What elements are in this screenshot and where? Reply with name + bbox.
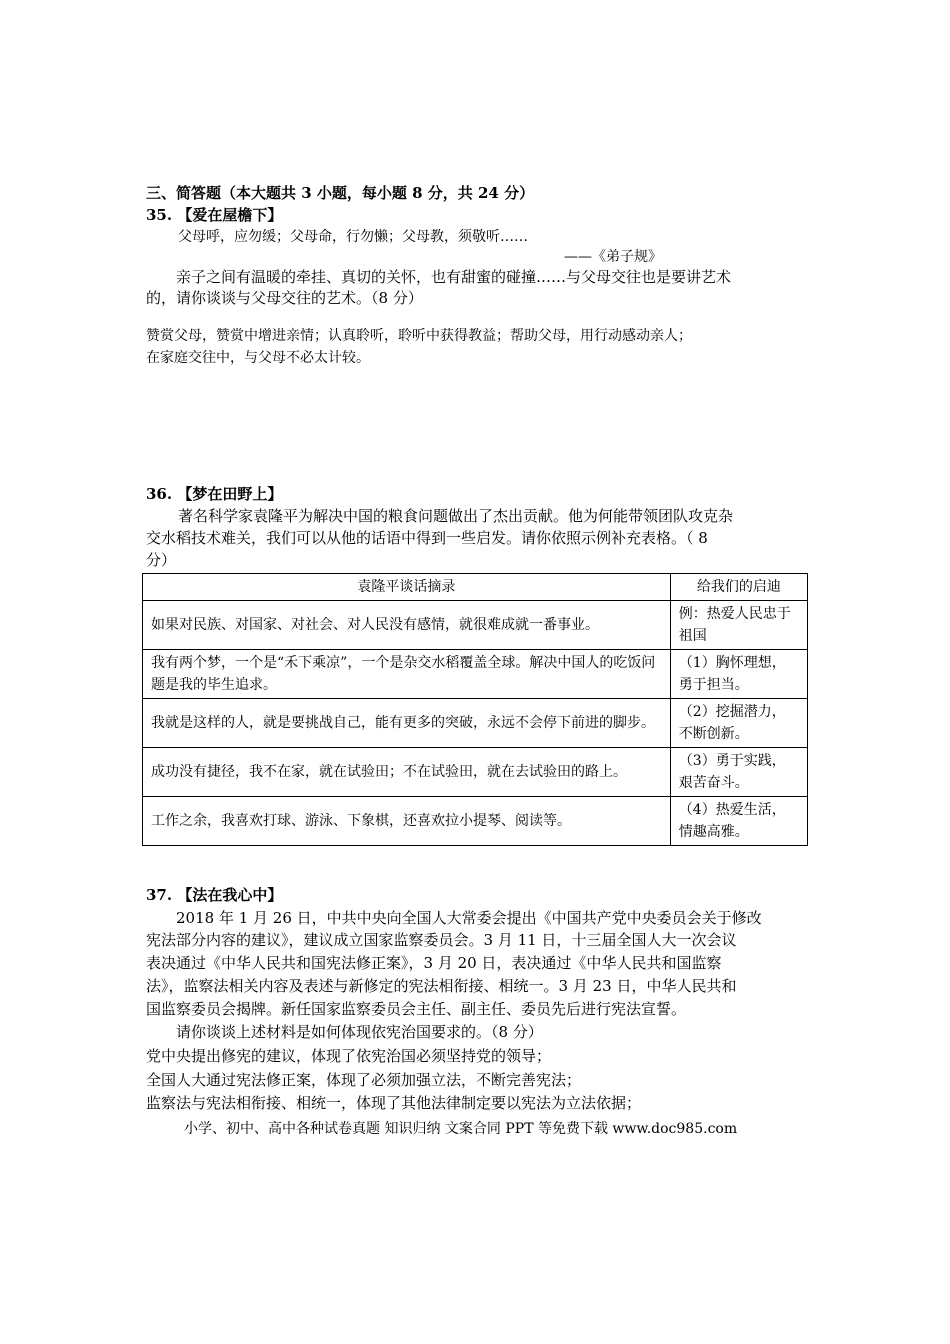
q36-prompt-line1: 著名科学家袁隆平为解决中国的粮食问题做出了杰出贡献。他为何能带领团队攻克杂: [178, 507, 734, 525]
q37-material-line2: 宪法部分内容的建议》，建议成立国家监察委员会。3 月 11 日，十三届全国人大一次会议: [146, 931, 737, 949]
q37-material-line3: 表决通过《中华人民共和国宪法修正案》，3 月 20 日，表决通过《中华人民共和国监察: [146, 954, 722, 972]
table-header-row: [143, 574, 808, 601]
table-cell-insight: （1）胸怀理想，勇于担当。: [670, 650, 807, 699]
q37-answer-line3: 监察法与宪法相衔接、相统一，体现了其他法律制定要以宪法为立法依据；: [146, 1094, 642, 1112]
section-heading: 三、简答题（本大题共 3 小题，每小题 8 分，共 24 分）: [146, 184, 535, 202]
q37-answer-line1: 党中央提出修宪的建议，体现了依宪治国必须坚持党的领导；: [146, 1047, 552, 1065]
q37-prompt: 请你谈谈上述材料是如何体现依宪治国要求的。（8 分）: [176, 1023, 543, 1041]
table-cell-quote: 我有两个梦，一个是“禾下乘凉”，一个是杂交水稻覆盖全球。解决中国人的吃饭问题是我的毕生追求。: [143, 650, 671, 699]
table-cell-quote: 我就是这样的人，就是要挑战自己，能有更多的突破，永远不会停下前进的脚步。: [143, 699, 671, 748]
table-header-quote: 袁隆平谈话摘录: [143, 574, 671, 601]
q36-prompt-line2: 交水稻技术难关，我们可以从他的话语中得到一些启发。请你依照示例补充表格。（ 8: [146, 529, 708, 547]
q36-prompt-line3: 分）: [146, 551, 177, 569]
table-row: [143, 601, 808, 650]
q37-answer-line2: 全国人大通过宪法修正案，体现了必须加强立法，不断完善宪法；: [146, 1071, 582, 1089]
table-cell-quote: 如果对民族、对国家、对社会、对人民没有感情，就很难成就一番事业。: [143, 601, 671, 650]
table-row: [143, 748, 808, 797]
q35-prompt-line1: 亲子之间有温暖的牵挂、真切的关怀，也有甜蜜的碰撞……与父母交往也是要讲艺术: [176, 268, 732, 286]
q35-source: ——《弟子规》: [564, 249, 662, 265]
table-row: [143, 650, 808, 699]
q35-prompt-line2: 的，请你谈谈与父母交往的艺术。（8 分）: [146, 289, 423, 307]
table-row: [143, 699, 808, 748]
table-cell-insight: 例：热爱人民忠于祖国: [670, 601, 807, 650]
table-cell-insight: （2）挖掘潜力，不断创新。: [670, 699, 807, 748]
q37-material-line1: 2018 年 1 月 26 日，中共中央向全国人大常委会提出《中国共产党中央委员会关于修改: [176, 909, 762, 927]
q35-quote: 父母呼，应勿缓；父母命，行勿懒；父母教，须敬听……: [178, 229, 528, 245]
table-row: [143, 797, 808, 846]
q37-material-line4: 法》，监察法相关内容及表述与新修定的宪法相衔接、相统一。3 月 23 日，中华人民共和: [146, 977, 737, 995]
table-cell-insight: （4）热爱生活，情趣高雅。: [670, 797, 807, 846]
q35-answer-line2: 在家庭交往中，与父母不必太计较。: [146, 350, 370, 366]
quotes-table: [142, 573, 808, 846]
q36-title: 36. 【梦在田野上】: [146, 485, 283, 503]
q37-title: 37. 【法在我心中】: [146, 886, 283, 904]
q37-material-line5: 国监察委员会揭牌。新任国家监察委员会主任、副主任、委员先后进行宪法宣誓。: [146, 1000, 687, 1018]
q35-title: 35. 【爱在屋檐下】: [146, 206, 283, 224]
table-cell-quote: 工作之余，我喜欢打球、游泳、下象棋，还喜欢拉小提琴、阅读等。: [143, 797, 671, 846]
table-cell-insight: （3）勇于实践，艰苦奋斗。: [670, 748, 807, 797]
table-cell-quote: 成功没有捷径，我不在家，就在试验田；不在试验田，就在去试验田的路上。: [143, 748, 671, 797]
q35-answer-line1: 赞赏父母，赞赏中增进亲情；认真聆听，聆听中获得教益；帮助父母，用行动感动亲人；: [146, 328, 692, 344]
footer-text: 小学、初中、高中各种试卷真题 知识归纳 文案合同 PPT 等免费下载 www.doc985.com: [184, 1121, 738, 1137]
table-header-insight: 给我们的启迪: [670, 574, 807, 601]
